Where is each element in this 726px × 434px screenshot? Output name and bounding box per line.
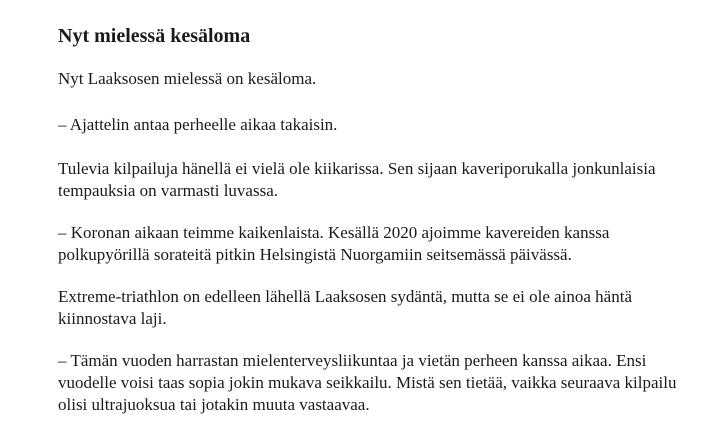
paragraph-6: – Tämän vuoden harrastan mielenterveysliikuntaa ja vietän perheen kanssa aikaa. Ensi vuodelle voisi taas sopia jokin mukava seikkailu. Mistä sen tietää, vaikka seuraava kilpailu olisi ultrajuoksua tai jotakin muuta vastaavaa. <box>58 351 677 414</box>
paragraph-4: – Koronan aikaan teimme kaikenlaista. Kesällä 2020 ajoimme kavereiden kanssa polkupyörillä sorateitä pitkin Helsingistä Nuorgamiin seitsemässä päivässä. <box>58 223 610 264</box>
section-heading: Nyt mielessä kesäloma <box>58 25 251 47</box>
paragraph-1: Nyt Laaksosen mielessä on kesäloma. <box>58 69 317 88</box>
paragraph-5: Extreme-triathlon on edelleen lähellä Laaksosen sydäntä, mutta se ei ole ainoa häntä kiinnostava laji. <box>58 287 632 328</box>
paragraph-2: – Ajattelin antaa perheelle aikaa takaisin. <box>58 115 338 134</box>
paragraph-3: Tulevia kilpailuja hänellä ei vielä ole kiikarissa. Sen sijaan kaveriporukalla jonkunlaisia tempauksia on varmasti luvassa. <box>58 159 656 200</box>
